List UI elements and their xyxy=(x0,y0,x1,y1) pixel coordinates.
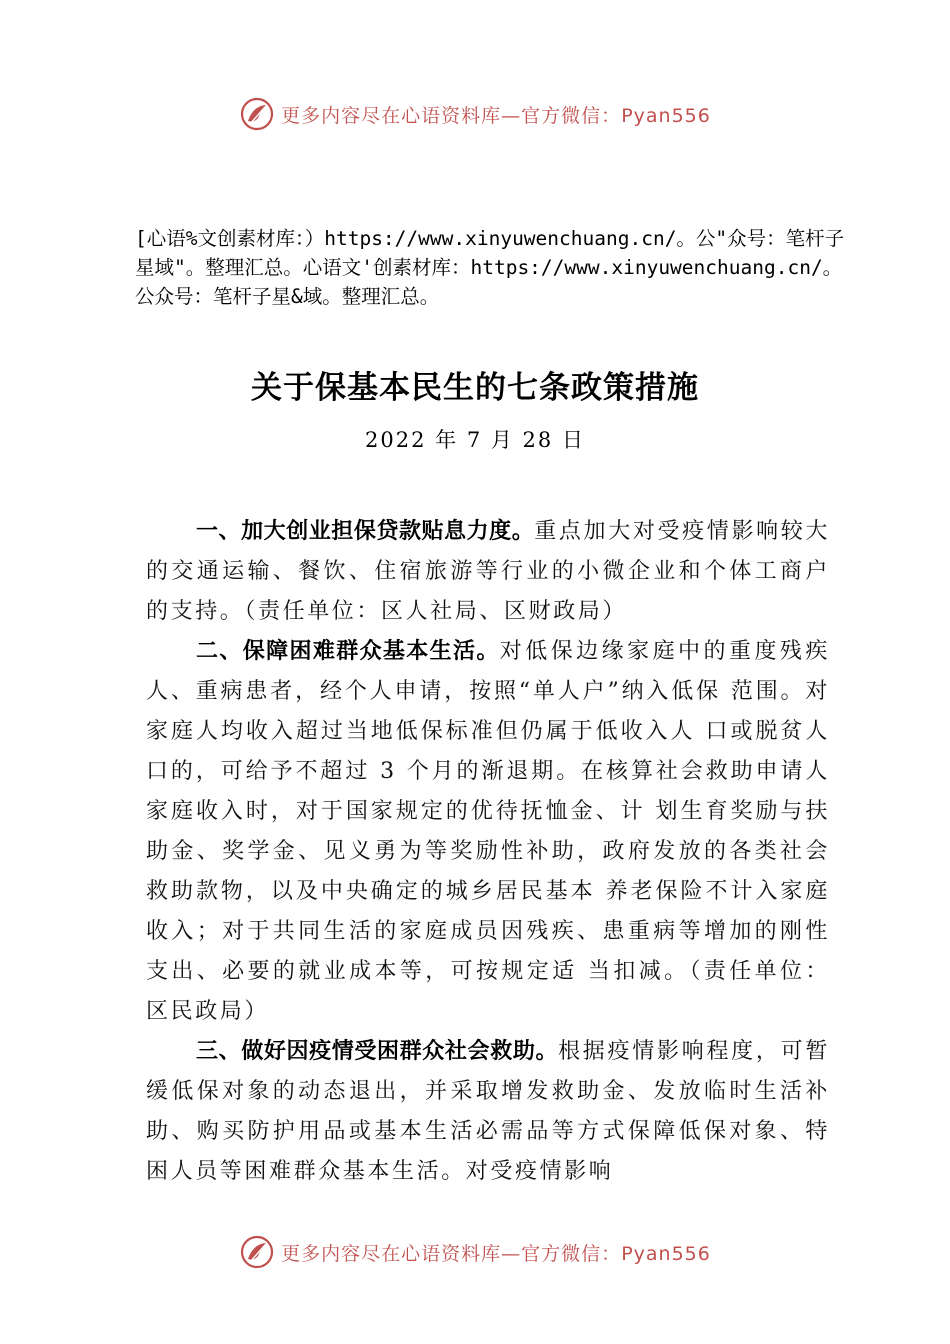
banner-wechat-id: Pyan556 xyxy=(621,104,711,127)
document-date: 2022 年 7 月 28 日 xyxy=(365,428,585,452)
policy-text-3: 根据疫情影响程度，可暂缓低保对象的动态退出，并采取增发救助金、发放临时生活补助、购买防护用品或基本生活必需品等方式保障低保对象、特困人员等困难群众基本生活。对受疫情影响 xyxy=(146,1039,830,1184)
banner-main-text: 更多内容尽在心语资料库 xyxy=(281,104,502,127)
source-watermark-text: [心语%文创素材库：）https://www.xinyuwenchuang.cn/。公"众号：笔杆子星域"。整理汇总。心语文'创素材库：https://www.xinyuwenchuang.cn/。公众号：笔杆子星&域。整理汇总。 xyxy=(135,227,845,308)
header-banner xyxy=(0,94,950,134)
banner-wechat-id: Pyan556 xyxy=(621,1242,711,1265)
document-body xyxy=(146,512,830,1192)
policy-heading-2: 二、保障困难群众基本生活。 xyxy=(196,639,500,664)
banner-dash: — xyxy=(501,104,522,127)
banner-wechat-label: 官方微信： xyxy=(521,1242,622,1265)
logo-icon xyxy=(239,96,275,132)
policy-text-1: 重点加大对受疫情影响较大的交通运输、餐饮、住宿旅游等行业的小微企业和个体工商户的支持。（责任单位：区人社局、区财政局） xyxy=(146,519,830,624)
logo-icon xyxy=(239,1234,275,1270)
banner-main-text: 更多内容尽在心语资料库 xyxy=(281,1242,502,1265)
footer-banner xyxy=(0,1232,950,1272)
policy-paragraph-2 xyxy=(146,632,830,1032)
document-title: 关于保基本民生的七条政策措施 xyxy=(251,370,699,406)
banner-text xyxy=(281,1239,711,1266)
policy-heading-1: 一、加大创业担保贷款贴息力度。 xyxy=(196,519,535,544)
banner-wechat-label: 官方微信： xyxy=(521,104,622,127)
banner-text xyxy=(281,101,711,128)
banner-dash: — xyxy=(501,1242,522,1265)
policy-text-2: 对低保边缘家庭中的重度残疾人、重病患者，经个人申请，按照“单人户”纳入低保 范围。对家庭人均收入超过当地低保标准但仍属于低收入人 口或脱贫人口的，可给予不超过 3 个月的渐退期。在核算社会救助申请人家庭收入时，对于国家规定的优待抚恤金、计 划生育奖励与扶助金、奖学金、见义勇为等奖励性补助，政府发放的各类社会救助款物，以及中央确定的城乡居民基本 养老保险不计入家庭收入；对于共同生活的家庭成员因残疾、患重病等增加的刚性支出、必要的就业成本等，可按规定适 当扣减。（责任单位：区民政局） xyxy=(146,639,830,1024)
policy-heading-3: 三、做好因疫情受困群众社会救助。 xyxy=(196,1039,559,1064)
policy-paragraph-3 xyxy=(146,1032,830,1192)
policy-paragraph-1 xyxy=(146,512,830,632)
